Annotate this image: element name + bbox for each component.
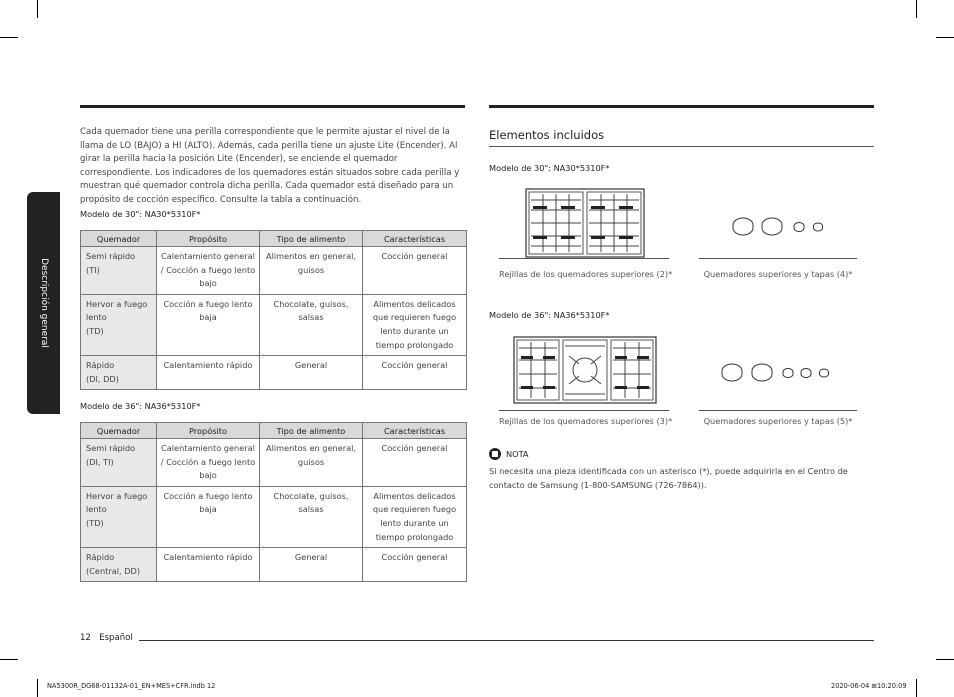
heading-rule — [489, 146, 874, 147]
caps-36-illustration — [720, 360, 840, 384]
model36-label: Modelo de 36": NA36*5310F* — [489, 310, 610, 320]
crop-mark — [916, 679, 917, 697]
table-row — [81, 294, 467, 355]
page-language: Español — [99, 633, 133, 643]
caption-rule — [699, 410, 857, 411]
cell-burner: Rápido (Central, DD) — [81, 548, 157, 582]
table30-label: Modelo de 30": NA30*5310F* — [80, 209, 201, 219]
note-title: NOTA — [506, 449, 529, 459]
table-row — [81, 548, 467, 582]
caps-36-caption: Quemadores superiores y tapas (5)* — [703, 416, 853, 426]
cell-features: Alimentos delicados que requieren fuego lento durante un tiempo prolongado — [363, 486, 467, 547]
page-number: 12 — [80, 633, 91, 643]
col-header: Características — [363, 423, 467, 439]
print-filename: NA5300R_DG68-01132A-01_EN+MES+CFR.indb 12 — [47, 682, 216, 690]
cell-features: Cocción general — [363, 356, 467, 390]
caption-rule — [699, 258, 857, 259]
top-rule-right — [489, 105, 874, 108]
grates-36-caption: Rejillas de los quemadores superiores (3)* — [499, 416, 673, 426]
cell-features: Cocción general — [363, 548, 467, 582]
cell-burner: Hervor a fuego lento (TD) — [81, 486, 157, 547]
cell-burner: Hervor a fuego lento (TD) — [81, 294, 157, 355]
print-date: 2020-06-04 ⊞10:20:09 — [831, 682, 907, 690]
model30-label: Modelo de 30": NA30*5310F* — [489, 163, 610, 173]
col-header: Propósito — [157, 423, 260, 439]
grates-36-illustration — [513, 336, 657, 404]
burner-table-36 — [80, 422, 467, 582]
cell-burner: Semi rápido (TI) — [81, 247, 157, 295]
side-tab-label: Descripción general — [38, 258, 49, 348]
cell-purpose: Cocción a fuego lento baja — [157, 486, 260, 547]
footer-rule — [139, 640, 874, 641]
cell-burner: Rápido (DI, DD) — [81, 356, 157, 390]
cell-food: General — [260, 356, 363, 390]
cell-food: General — [260, 548, 363, 582]
cell-features: Cocción general — [363, 439, 467, 487]
cell-purpose: Calentamiento general / Cocción a fuego lento bajo — [157, 439, 260, 487]
crop-mark — [37, 0, 38, 18]
col-header: Propósito — [157, 231, 260, 247]
caption-rule — [499, 258, 669, 259]
table-row — [81, 356, 467, 390]
cell-features: Cocción general — [363, 247, 467, 295]
cell-purpose: Calentamiento rápido — [157, 548, 260, 582]
crop-mark — [0, 37, 18, 38]
grates-30-illustration — [525, 188, 645, 258]
col-header: Tipo de alimento — [260, 231, 363, 247]
cell-purpose: Calentamiento general / Cocción a fuego lento bajo — [157, 247, 260, 295]
page-footer — [80, 633, 133, 643]
col-header: Quemador — [81, 423, 157, 439]
crop-mark — [916, 0, 917, 18]
crop-mark — [936, 37, 954, 38]
table36-label: Modelo de 36": NA36*5310F* — [80, 401, 201, 411]
cell-burner: Semi rápido (DI, TI) — [81, 439, 157, 487]
caption-rule — [499, 410, 669, 411]
included-heading: Elementos incluidos — [489, 128, 605, 142]
cell-food: Alimentos en general, guisos — [260, 247, 363, 295]
crop-mark — [936, 659, 954, 660]
cell-food: Chocolate, guisos, salsas — [260, 294, 363, 355]
table-row — [81, 247, 467, 295]
table-row — [81, 439, 467, 487]
table-row — [81, 486, 467, 547]
note-icon — [489, 448, 501, 460]
cell-features: Alimentos delicados que requieren fuego lento durante un tiempo prolongado — [363, 294, 467, 355]
cell-food: Chocolate, guisos, salsas — [260, 486, 363, 547]
intro-paragraph: Cada quemador tiene una perilla correspondiente que le permite ajustar el nivel de la llama de LO (BAJO) a HI (ALTO). Además, cada perilla tiene un ajuste Lite (Encender). Al girar la perilla hacia la posición Lite (Encender), se enciende el quemador correspondiente. Los indicadores de los quemadores están situados sobre cada perilla y muestran qué quemador controla dicha perilla. Cada quemador está diseñado para un propósito de cocción específico. Consulte la tabla a continuación. — [80, 127, 460, 205]
top-rule-left — [80, 105, 465, 108]
col-header: Tipo de alimento — [260, 423, 363, 439]
col-header: Características — [363, 231, 467, 247]
burner-table-30 — [80, 230, 467, 390]
cell-purpose: Cocción a fuego lento baja — [157, 294, 260, 355]
grates-30-caption: Rejillas de los quemadores superiores (2)* — [499, 269, 673, 279]
caps-30-caption: Quemadores superiores y tapas (4)* — [703, 269, 853, 279]
cell-food: Alimentos en general, guisos — [260, 439, 363, 487]
note-text: Si necesita una pieza identificada con un asterisco (*), puede adquirirla en el Centro de contacto de Samsung (1-800-SAMSUNG (726-7864)). — [489, 466, 848, 490]
crop-mark — [0, 659, 18, 660]
cell-purpose: Calentamiento rápido — [157, 356, 260, 390]
section-side-tab — [27, 192, 60, 414]
caps-30-illustration — [730, 212, 830, 238]
crop-mark — [37, 679, 38, 697]
col-header: Quemador — [81, 231, 157, 247]
